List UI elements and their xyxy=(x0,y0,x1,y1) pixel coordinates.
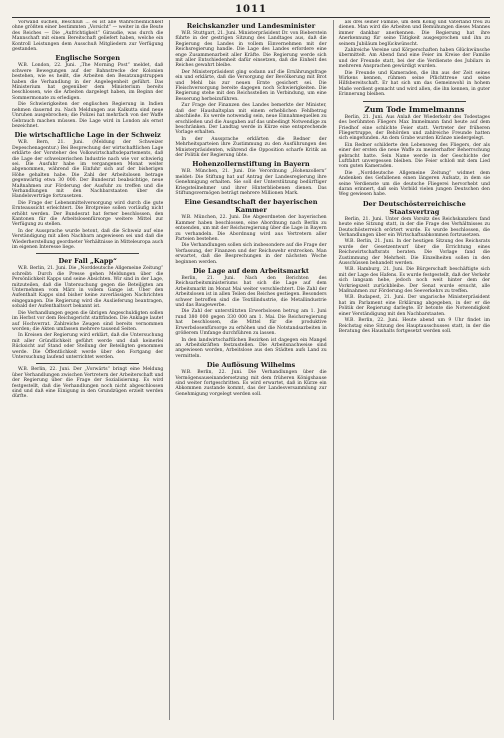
article-paragraph: W.B. Stuttgart, 21. Juni. Ministerpräsident Dr. von Bieberstein führte in der gestrigen Sitzung des Landtages aus, daß die Regierung des Landes in vollem Einvernehmen mit der Reichsregierung handle. Die Lage des Landes erfordere eine enge Zusammenarbeit aller Kräfte. Die Regierung werde sich mit aller Entschiedenheit dafür einsetzen, daß die Einheit des Reiches gewahrt bleibe. xyxy=(175,31,327,69)
article-paragraph: Der Ministerpräsident ging sodann auf die Ernährungsfrage ein und erklärte, daß die Versorgung der Bevölkerung mit Brot und Mehl bis zur neuen Ernte gesichert sei. Die Fleischversorgung bereite dagegen noch Schwierigkeiten. Die Regierung stehe mit den Reichsstellen in Verbindung, um eine Besserung herbeizuführen. xyxy=(175,69,327,102)
columns xyxy=(12,20,490,720)
article-paragraph: In Kreisen der Regierung wird erklärt, daß die Untersuchung mit aller Gründlichkeit geführt werde und daß keinerlei Rücksicht auf Stand oder Stellung der Beteiligten genommen werde. Die Öffentlichkeit werde über den Fortgang der Untersuchung laufend unterrichtet werden. xyxy=(12,333,164,360)
column-separator xyxy=(36,253,139,254)
article-paragraph: W.B. München, 22. Juni. Die Abgeordneten der bayerischen Kammer haben beschlossen, eine Abordnung nach Berlin zu entsenden, um mit der Reichsregierung über die Lage in Bayern zu verhandeln. Die Abordnung wird aus Vertretern aller Parteien bestehen. xyxy=(175,215,327,242)
article-headline: Der Deutschösterreichische Staatsvertrag xyxy=(362,199,466,216)
article-paragraph: In der Aussprache erklärten die Redner der Mehrheitsparteien ihre Zustimmung zu den Ausführungen des Ministerpräsidenten, während die Opposition scharfe Kritik an der Politik der Regierung übte. xyxy=(175,136,327,158)
article-paragraph: W.B. Berlin, 22. Juni. Der „Vorwärts“ bringt eine Meldung über Verhandlungen zwischen Vertretern der Arbeiterschaft und der Regierung über die Frage der Sozialisierung. Es wird festgestellt, daß die Verhandlungen noch nicht abgeschlossen sind und daß eine Einigung in den Grundzügen erzielt werden dürfte. xyxy=(12,367,164,400)
article-paragraph: W.B. Berlin, 21. Juni. In der heutigen Sitzung des Reichsrats wurde der Gesetzentwurf über die Errichtung eines Reichswirtschaftsrats beraten. Die Vorlage fand die Zustimmung der Mehrheit. Die Einzelheiten sollen in den Ausschüssen behandelt werden. xyxy=(338,239,490,267)
column-2 xyxy=(169,20,326,720)
article-headline: Reichskanzler und Landesminister xyxy=(186,22,316,30)
article-headline: Die wirtschaftliche Lage in der Schweiz xyxy=(14,131,161,140)
article-paragraph: Die Verhandlungen sollen sich insbesondere auf die Frage der Verfassung, der Finanzen und der Reichswehr erstrecken. Man erwartet, daß die Besprechungen in der nächsten Woche beginnen werden. xyxy=(175,243,327,265)
article-paragraph: W.B. London, 22. Juni. „The Morning Post“ meldet, daß schwere Bewegungen auf der Bahnstrecke der Kolonien bestehen, wie es heißt, die Arbeiten den Besatzungstruppen haben die Verhandlung in der Angelegenheit geführt. Das Ministerium hat gegenüber dem Ministerium bereits beschlossen, wie die Arbeiten dargelegt haben, im Beginn der Sommermonate zu erledigen. xyxy=(12,63,164,101)
article-paragraph: W.B. Budapest, 21. Juni. Der ungarische Ministerpräsident hat im Parlament eine Erklärung abgegeben, in der er die Politik der Regierung darlegte. Er betonte die Notwendigkeit einer Verständigung mit den Nachbarstaaten. xyxy=(338,295,490,317)
column-3 xyxy=(333,20,490,720)
article-paragraph: Die Freunde und Kameraden, die ihn aus der Zeit seines Wirkens kennen, rühmen seine Pflichttreue und seine Hilfsbereitschaft. Er hat sich um das Gemeinwohl in hohem Maße verdient gemacht und wird allen, die ihn kennen, in guter Erinnerung bleiben. xyxy=(338,70,490,98)
article-headline: Die Auflösung Wilhelms xyxy=(206,361,296,370)
article-paragraph: Vorwand suchen, Beschluß ... es ist alle Wahrscheinlichkeit ohne größten einer bestimmten „Vorsicht“ — weiter in die Beute des Reiches — Die „Aufrichtigkeit“ Giraudie, was durch die Mannschaft mit einem Bereitschaft geliefert haben, welche ein Kontroll Leistungen dem Ausschuß Mitgliedern zur Verfügung gestanden. xyxy=(12,20,164,53)
article-headline: Der Fall „Kapp“ xyxy=(58,257,117,266)
article-headline: Englische Sorgen xyxy=(55,54,120,63)
column-1 xyxy=(12,20,163,720)
header-rule xyxy=(12,17,490,18)
page-number: 1011 xyxy=(235,4,267,15)
article-headline: Eine Gesandtschaft der bayerischen Kammer xyxy=(184,198,318,215)
article-headline: Zum Tode Immelmanns xyxy=(364,104,465,114)
article-paragraph: W.B. München, 21. Juni. Die Verordnung „Hohenzollern“ meldet: Die Stiftung hat auf Antrag der Landesregierung ihre Genehmigung erhalten. Sie soll der Unterstützung bedürftiger Kriegsteilnehmer und ihrer Hinterbliebenen dienen. Das Stiftungsvermögen beträgt mehrere Millionen Mark. xyxy=(175,169,327,196)
article-paragraph: Die Verhandlungen gegen die übrigen Angeschuldigten sollen im Herbst vor dem Reichsgericht stattfinden. Die Anklage lautet auf Hochverrat. Zahlreiche Zeugen sind bereits vernommen worden; die Akten umfassen mehrere tausend Seiten. xyxy=(12,310,164,332)
article-paragraph: W.B. Bern, 21. Juni. (Meldung der Schweizer Depeschenagentur.) Bei Besprechung der wirtschaftlichen Lage erklärte der Vorsteher des Volkswirtschaftsdepartements, daß die Lage der schweizerischen Industrie nach wie vor schwierig sei. Die Ausfuhr habe im vergangenen Monat weiter abgenommen, während die Einfuhr sich auf der bisherigen Höhe gehalten habe. Die Zahl der Arbeitslosen betrage gegenwärtig etwa 30 000. Der Bundesrat beabsichtige, neue Maßnahmen zur Förderung der Ausfuhr zu treffen und die Verhandlungen mit den Nachbarstaaten über die Handelsverträge fortzusetzen. xyxy=(12,140,164,200)
article-paragraph: W.B. Hamburg, 21. Juni. Die Bürgerschaft beschäftigte sich mit der Lage des Hafens. Es wurde festgestellt, daß der Verkehr sich langsam hebe, jedoch noch weit hinter dem der Vorkriegszeit zurückbleibe. Der Senat wurde ersucht, alle Maßnahmen zur Förderung des Seeverkehrs zu treffen. xyxy=(338,267,490,295)
article-paragraph: W.B. Berlin, 22. Juni. Die Verhandlungen über die Vermögensauseinandersetzung mit dem früheren Königshause sind weiter fortgeschritten. Es wird erwartet, daß in Kürze ein Abkommen zustande kommt, das der Landesversammlung zur Genehmigung vorgelegt werden soll. xyxy=(175,370,327,397)
column-separator xyxy=(36,363,139,364)
article-paragraph: Ein Redner schilderte den Lebensweg des Fliegers, der als einer der ersten die neue Waffe zu meisterhafter Beherrschung gebracht hatte. Sein Name werde in der Geschichte der Luftfahrt unvergessen bleiben. Die Feier schloß mit dem Lied vom guten Kameraden. xyxy=(338,142,490,170)
article-paragraph: Berlin, 21. Juni. Aus Anlaß der Wiederkehr des Todestages des berühmten Fliegers Max Immelmann fand heute auf dem Friedhof eine schlichte Feier statt. Vertreter der früheren Fliegertruppe, der Behörden und zahlreiche Freunde hatten sich eingefunden. An dem Grabe wurden Kränze niedergelegt. xyxy=(338,114,490,142)
article-paragraph: als drei seiner Familie, um dem König und Vaterland treu zu dienen. Man wird die Arbeiten und Bemühungen dieses Mannes immer dankbar anerkennen. Die Regierung hat ihre Anerkennung für seine Tätigkeit ausgesprochen und ihn zu seinem Jubiläum beglückwünscht. xyxy=(338,20,490,47)
article-paragraph: W.B. Berlin, 21. Juni. Die „Norddeutsche Allgemeine Zeitung“ schreibt: Durch die Presse gehen Meldungen über die Persönlichkeit Kapps und seine Absichten. Wir sind in der Lage, mitzuteilen, daß die Untersuchung gegen die Beteiligten am Unternehmen vom März in vollem Gange ist. Über den Aufenthalt Kapps sind bisher keine zuverlässigen Nachrichten eingegangen. Die Regierung wird die Auslieferung beantragen, sobald der Aufenthaltsort bekannt ist. xyxy=(12,266,164,310)
article-paragraph: Zur Frage der Finanzen des Landes bemerkte der Minister, daß der Haushaltsplan mit einem erheblichen Fehlbetrag abschließe. Es werde notwendig sein, neue Einnahmequellen zu erschließen und die Ausgaben auf das unbedingt Notwendige zu beschränken. Der Landtag werde in Kürze eine entsprechende Vorlage erhalten. xyxy=(175,103,327,136)
column-separator xyxy=(363,101,466,102)
article-paragraph: In der Aussprache wurde betont, daß die Schweiz auf eine Verständigung mit allen Nachbarn angewiesen sei und daß die Wiederherstellung geordneter Verhältnisse in Mitteleuropa auch im eigenen Interesse liege. xyxy=(12,228,164,251)
article-paragraph: Berlin, 21. Juni. Unter dem Vorsitz des Reichskanzlers fand heute eine Sitzung statt, in der die Frage des Verhältnisses zu Deutschösterreich erörtert wurde. Es wurde beschlossen, die Verhandlungen über ein Wirtschaftsabkommen fortzusetzen. xyxy=(338,216,490,238)
article-paragraph: Die „Norddeutsche Allgemeine Zeitung“ widmet dem Andenken des Gefallenen einen längeren Aufsatz, in dem sie seine Verdienste um die deutsche Fliegerei hervorhebt und daran erinnert, daß sein Vorbild vielen jungen Deutschen den Weg gewiesen habe. xyxy=(338,170,490,198)
article-paragraph: Die Zahl der unterstützten Erwerbslosen betrug am 1. Juni rund 380 000 gegen 330 000 am 1. Mai. Die Reichsregierung hat beschlossen, die Mittel für die produktive Erwerbslosenfürsorge zu erhöhen und die Notstandsarbeiten in größerem Umfange durchführen zu lassen. xyxy=(175,309,327,337)
article-headline: Hohenzollernstiftung in Bayern xyxy=(192,160,310,169)
article-paragraph: Die Schwierigkeiten der englischen Regierung in Indien nehmen dauernd zu. Nach Meldungen aus Kalkutta sind neue Unruhen ausgebrochen; die Polizei hat mehrfach von der Waffe Gebrauch machen müssen. Die Lage wird in London als ernst bezeichnet. xyxy=(12,102,164,129)
article-headline: Die Lage auf dem Arbeitsmarkt xyxy=(192,267,309,276)
article-paragraph: Die Frage der Lebensmittelversorgung wird durch die gute Ernteaussicht erleichtert. Die Brotpreise sollen vorläufig nicht erhöht werden. Der Bundesrat hat ferner beschlossen, den Kantonen für die Arbeitslosenfürsorge weitere Mittel zur Verfügung zu stellen. xyxy=(12,200,164,228)
article-paragraph: W.B. Berlin, 22. Juni. Heute abend um 9 Uhr findet im Reichstag eine Sitzung des Hauptausschusses statt, in der die Beratung des Haushalts fortgesetzt werden soll. xyxy=(338,318,490,334)
article-paragraph: Zahlreiche Vereine und Körperschaften haben Glückwünsche übermittelt. Am Abend fand eine Feier im Kreise der Familie und der Freunde statt, bei der die Verdienste des Jubilars in mehreren Ansprachen gewürdigt wurden. xyxy=(338,48,490,70)
article-paragraph: Berlin, 21. Juni. Nach den Berichten des Reichsarbeitsministeriums hat sich die Lage auf dem Arbeitsmarkt im Monat Mai weiter verschlechtert. Die Zahl der Arbeitslosen ist in allen Teilen des Reiches gestiegen. Besonders schwer betroffen sind die Textilindustrie, die Metallindustrie und das Baugewerbe. xyxy=(175,276,327,309)
article-paragraph: In den landwirtschaftlichen Bezirken ist dagegen ein Mangel an Arbeitskräften festzustellen. Die Arbeitsnachweise sind angewiesen worden, Arbeitslose aus den Städten aufs Land zu vermitteln. xyxy=(175,337,327,359)
